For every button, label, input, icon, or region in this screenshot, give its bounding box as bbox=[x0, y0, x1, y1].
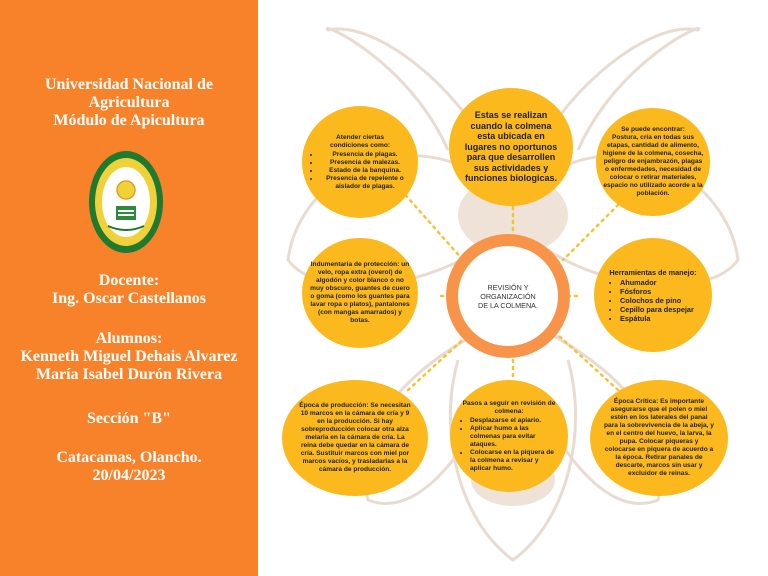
circle-steps bbox=[450, 380, 568, 492]
findings-text: Postura, cría en todas sus etapas, cantidad de alimento, higiene de la colmena, cosecha, peligro de enjambrazón, plagas o enfermedades, necesidad de colocar o retirar materiales, espacio no utilizado acorde a la población. bbox=[602, 134, 704, 197]
infographic bbox=[258, 0, 768, 576]
protective-clothing-text: Indumentaria de protección: un velo, ropa extra (overol) de algodón y color blanco o no muy obscuro, guantes de cuero o goma (como los guantes para lavar ropa o platos), pantalones (con mangas amarrados) y botas. bbox=[310, 261, 410, 324]
alumnos-label: Alumnos: bbox=[95, 330, 163, 347]
circle-critical-season bbox=[590, 380, 728, 496]
list-item: • Presencia de malezas. bbox=[320, 159, 410, 167]
circle-production-season bbox=[282, 380, 428, 496]
list-item: • Colochos de pino bbox=[620, 296, 702, 305]
docente-name: Ing. Oscar Castellanos bbox=[52, 290, 206, 307]
steps-list bbox=[460, 417, 558, 473]
place: Catacamas, Olancho. bbox=[56, 449, 202, 466]
findings-title: Se puede encontrar: bbox=[621, 126, 685, 133]
docente-block bbox=[0, 272, 258, 308]
circle-protective-clothing bbox=[302, 238, 418, 348]
university-line-2: Agricultura bbox=[88, 94, 170, 111]
list-item: • Cepillo para despejar bbox=[620, 305, 702, 314]
list-item: • Presencia de plagas. bbox=[320, 151, 410, 159]
place-date bbox=[0, 449, 258, 485]
docente-label: Docente: bbox=[98, 272, 160, 289]
module-line: Módulo de Apicultura bbox=[53, 112, 205, 129]
circle-tools bbox=[594, 238, 712, 352]
list-item: • Aplicar humo a las colmenas para evitar ataques. bbox=[470, 425, 558, 449]
center-title-line: ORGANIZACIÓN bbox=[480, 291, 536, 301]
university-line-1: Universidad Nacional de bbox=[44, 76, 213, 93]
left-panel bbox=[0, 0, 258, 576]
production-season-text: Época de producción: Se necesitan 10 marcos en la cámara de cría y 9 en la producción. Si hay sobreproducción colocar otra alza melaria en la cámara de cría. La reina debe quedar en la cámara de cría. Sustituir marcos con miel por marcos vacíos, y trasladarlas a la cámara de producción. bbox=[299, 402, 411, 473]
list-item: • Fósforos bbox=[620, 287, 702, 296]
center-title bbox=[458, 246, 558, 346]
circle-conditions bbox=[302, 106, 418, 218]
list-item: • Colocarse en la piquera de la colmena a revisar y aplicar humo. bbox=[470, 449, 558, 473]
list-item: • Estado de la banquina. bbox=[320, 167, 410, 175]
circle-relocation bbox=[449, 88, 573, 206]
conditions-list bbox=[310, 151, 410, 191]
steps-title: Pasos a seguir en revisión de colmena: bbox=[462, 399, 556, 415]
alumno-2: María Isabel Durón Rivera bbox=[35, 366, 223, 383]
tools-title: Herramientas de manejo: bbox=[609, 267, 697, 277]
relocation-text: Estas se realizan cuando la colmena esta ubicada en lugares no oportunos para que desarrollen sus actividades y funciones biologicas. bbox=[464, 109, 558, 184]
center-title-line: REVISIÓN Y bbox=[487, 282, 529, 292]
date: 20/04/2023 bbox=[92, 467, 166, 484]
center-title-line: DE LA COLMENA. bbox=[478, 300, 538, 310]
alumnos-block bbox=[0, 330, 258, 384]
list-item: • Ahumador bbox=[620, 278, 702, 287]
list-item: • Desplazarse el apiario. bbox=[470, 417, 558, 425]
circle-findings bbox=[596, 108, 710, 216]
critical-season-text: Época Crítica: Es importante asegurarse que el polen o miel estén en los laterales del panal para la sobrevivencia de la abeja, y en el centro del huevo, la larva, la pupa. Colocar piqueras y colocarse en piquera de acuerdo a la época. Retirar panales de descarte, marcos sin usar y excluidor de reinas. bbox=[604, 398, 714, 477]
tools-list bbox=[604, 278, 702, 323]
alumno-1: Kenneth Miguel Dehais Alvarez bbox=[20, 348, 238, 365]
list-item: • Presencia de repelente o aislador de plagas. bbox=[320, 175, 410, 191]
university-title bbox=[0, 76, 258, 130]
conditions-intro: Atender ciertas condiciones como: bbox=[329, 133, 391, 149]
section-label: Sección "B" bbox=[87, 410, 171, 427]
university-logo bbox=[88, 150, 164, 254]
list-item: • Espátula bbox=[620, 314, 702, 323]
